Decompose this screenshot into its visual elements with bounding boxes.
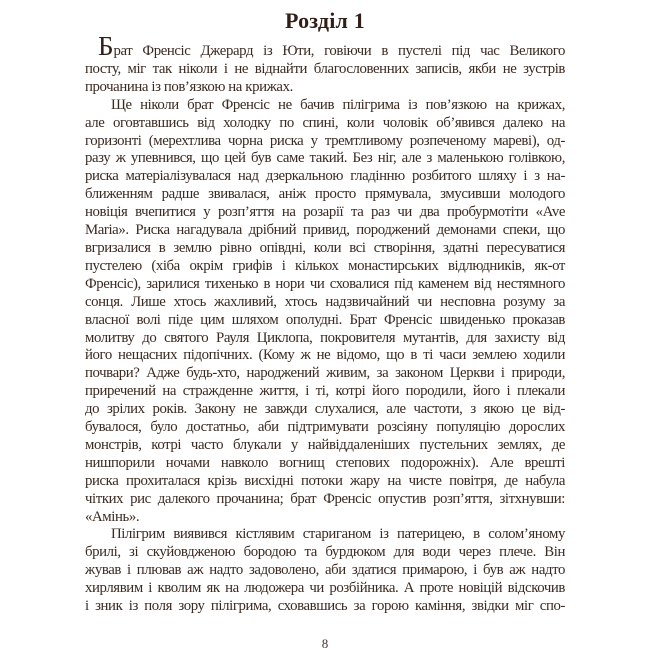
text-line: монстрів, котрі часто блукали у найвіддаленіших пустельних землях, де — [85, 436, 565, 453]
paragraph — [85, 31, 565, 97]
text-line: почвари? Адже будь-хто, народжений живим, за законом Церкви і природи, — [85, 365, 565, 382]
text-line: чітких рис далекого прочанина; брат Френсіс опустив розп’яття, зітхнувши: — [85, 490, 565, 507]
text-line: брилі, зі скуйовдженою бородою та бурдюком для води через плече. Він — [85, 544, 565, 561]
text-block — [85, 31, 565, 616]
text-line: Maria». Риска нагадувала дрібний привид, породжений демонами спеки, що — [85, 222, 565, 239]
chapter-title: Розділ 1 — [284, 8, 366, 33]
text-line: хирлявим і кволим як на людожера чи розбійника. А проте новіцій відскочив — [85, 580, 565, 597]
text-line: приречений на стражденне життя, і ті, котрі його породили, його і плекали — [85, 383, 565, 400]
text-line: нишпорили ночами навколо вогнищ степових подорожніх). Але врешті — [85, 454, 565, 471]
page-number: 8 — [321, 636, 329, 650]
text-line: і зник із поля зору пілігрима, сховавшись за горою каміння, звідки міг спо- — [85, 598, 565, 615]
text-line: молитву до святого Рауля Циклопа, покровителя мутантів, для захисту від — [85, 329, 565, 346]
drop-cap: Б — [98, 31, 114, 61]
text-line: Ще ніколи брат Френсіс не бачив пілігрима із пов’язкою на крижах, — [111, 96, 565, 113]
text-line: новіція вчепитися у розп’яття на розарії та раз чи два пробурмотіти «Ave — [85, 204, 565, 221]
text-line: але оговтавшись від холодку по спині, коли чоловік об’явився далеко на — [85, 114, 565, 131]
text-line: до зрілих років. Закону не завжди слухалися, але частоти, з якою це від- — [85, 401, 565, 418]
text-line: риска матеріалізувалася над дзеркальною гладінню розбитого шляху і з на- — [85, 168, 565, 185]
text-line: риска прохиталася крізь висхідні потоки жару на чисте повітря, де набула — [85, 472, 565, 489]
text-line: вгризалися в землю рівно опівдні, коли всі створіння, здатні пересуватися — [85, 239, 565, 256]
text-line: разу ж упевнився, що цей був саме такий. Без ніг, але з маленькою голівкою, — [85, 150, 565, 167]
text-line: посту, міг так ніколи і не віднайти благословенних записів, якби не зустрів — [85, 60, 565, 77]
text-line: горизонті (мерехтлива чорна риска у тремтливому розпеченому мареві), од- — [85, 132, 565, 149]
text-line: сонця. Лише хтось жахливий, хтось надзвичайний чи несповна розуму за — [85, 293, 565, 310]
text-line: «Амінь». — [85, 508, 140, 525]
text-line: Френсіс), зарилися тихенько в нори чи сховалися під каменем від нестямного — [85, 275, 565, 292]
text-line: його нещасних підопічних. (Кому ж не відомо, що в ті часи землею ходили — [85, 347, 565, 364]
text-line: пустелею (хіба окрім грифів і кількох монастирських відлюдників, як-от — [85, 257, 565, 274]
text-line: власної волі піде цим шляхом ополудні. Брат Френсіс швиденько проказав — [85, 311, 565, 328]
text-line: прочанина із пов’язкою на крижах. — [85, 78, 293, 95]
text-line: жував і плював аж надто задоволено, аби здатися примарою, і був аж надто — [85, 562, 565, 579]
paragraph — [85, 97, 565, 527]
text-line: ближенням радше звивалася, аніж просто прямувала, змусивши молодого — [85, 186, 565, 203]
paragraph — [85, 526, 565, 616]
text-line: бувалося, було достатньо, аби підтримувати розсіяну популяцію дорослих — [85, 419, 565, 436]
text-line: Пілігрим виявився кістлявим стариганом із патерицею, в солом’яному — [111, 526, 565, 543]
text-line: Брат Френсіс Джерард із Юти, говіючи в пустелі під час Великого — [98, 31, 565, 61]
